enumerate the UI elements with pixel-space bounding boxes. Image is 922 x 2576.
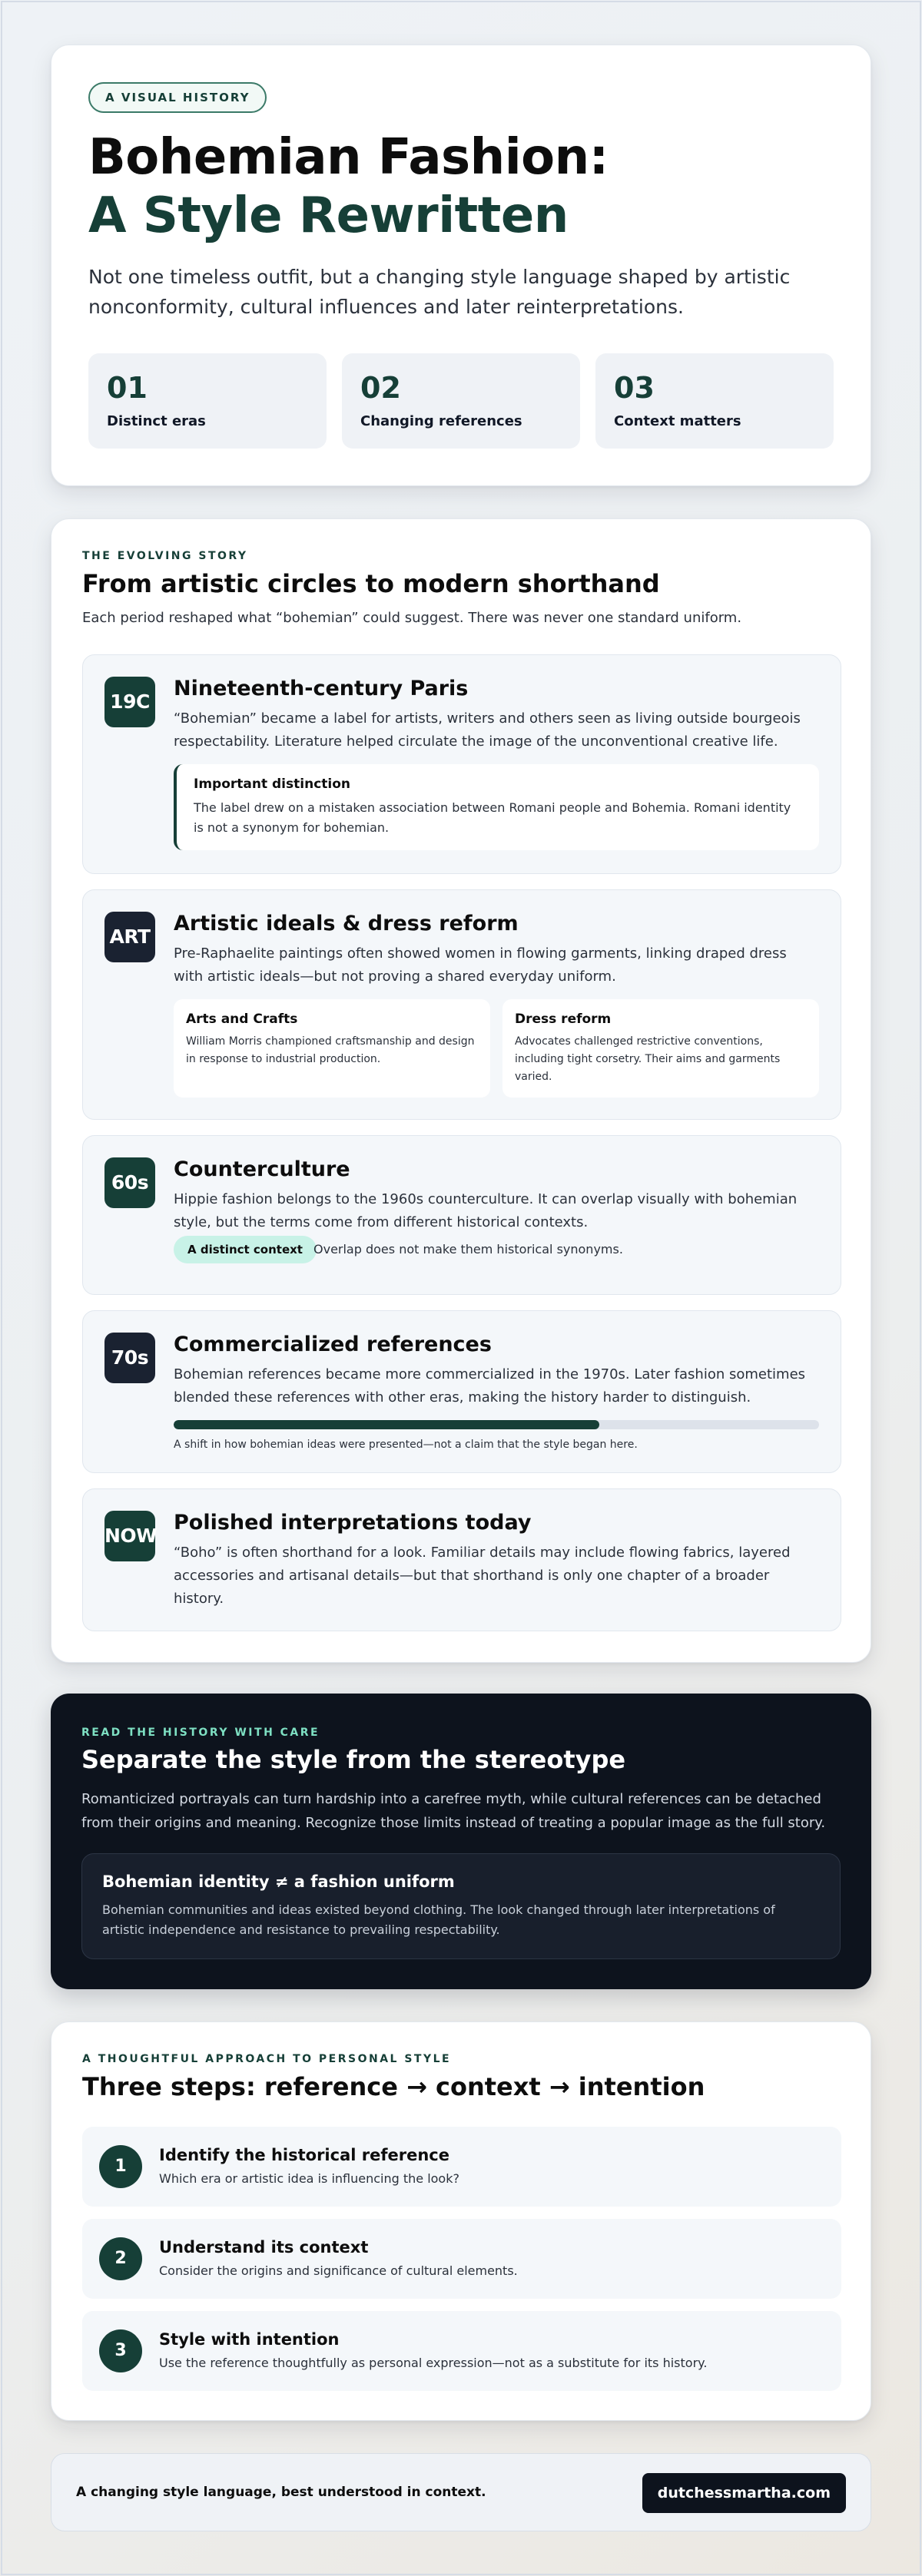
- website-link-button[interactable]: dutchessmartha.com: [642, 2473, 846, 2513]
- story-kicker: THE EVOLVING STORY: [82, 550, 248, 562]
- era-text: “Bohemian” became a label for artists, writers and others seen as living outside bourgeois respectability. Literature helped circulate the image of the unconventional creative life.: [174, 710, 801, 750]
- era-card-19c: [82, 654, 841, 874]
- hero-lead: Not one timeless outfit, but a changing style language shaped by artistic nonconformity, cultural influences and later reinterpretations.: [88, 266, 791, 318]
- era-card-70s: [82, 1310, 841, 1473]
- step-number: 2: [99, 2237, 142, 2280]
- step-title: Style with intention: [159, 2330, 340, 2349]
- steps-card: [51, 2021, 871, 2421]
- mini-title: Dress reform: [515, 1012, 612, 1027]
- step-text: Consider the origins and significance of cultural elements.: [159, 2263, 518, 2278]
- stat-label: Context matters: [614, 413, 741, 429]
- step-item: [82, 2127, 841, 2207]
- era-badge: 19C: [104, 677, 155, 727]
- tag-note: Overlap does not make them historical synonyms.: [313, 1242, 623, 1257]
- era-text: Pre-Raphaelite paintings often showed women in flowing garments, linking draped dress with artistic ideals—but not proving a shared everyday uniform.: [174, 945, 787, 985]
- mini-text: William Morris championed craftsmanship and design in response to industrial production.: [186, 1035, 475, 1065]
- stat-number: 01: [107, 371, 148, 405]
- stat-card: [595, 353, 834, 449]
- step-text: Use the reference thoughtfully as personal expression—not as a substitute for its history.: [159, 2356, 708, 2370]
- important-distinction-note: [174, 764, 819, 850]
- era-text: Bohemian references became more commercialized in the 1970s. Later fashion sometimes blended these references with other eras, making the history harder to distinguish.: [174, 1366, 806, 1406]
- note-title: Important distinction: [194, 776, 350, 792]
- story-card: [51, 518, 871, 1663]
- era-text: Hippie fashion belongs to the 1960s counterculture. It can overlap visually with bohemian style, but the terms come from different historical contexts.: [174, 1191, 798, 1230]
- commercialization-progress-track: [174, 1420, 819, 1429]
- page-title-line1: Bohemian Fashion:: [88, 129, 609, 186]
- identity-box: [81, 1853, 841, 1959]
- era-card-art: [82, 889, 841, 1120]
- era-card-now: [82, 1488, 841, 1631]
- era-badge: ART: [104, 912, 155, 962]
- steps-title: Three steps: reference → context → intention: [82, 2072, 705, 2101]
- mini-text: Advocates challenged restrictive conventions, including tight corsetry. Their aims and garments varied.: [515, 1035, 781, 1083]
- era-badge: 70s: [104, 1333, 155, 1383]
- dress-reform-card: [502, 999, 819, 1098]
- note-text: The label drew on a mistaken association between Romani people and Bohemia. Romani identity is not a synonym for bohemian.: [194, 800, 791, 835]
- commercialization-progress-fill: [174, 1420, 599, 1429]
- distinct-context-badge: A distinct context: [174, 1236, 317, 1263]
- care-title: Separate the style from the stereotype: [81, 1745, 626, 1774]
- page-title-line2: A Style Rewritten: [88, 187, 569, 244]
- story-title: From artistic circles to modern shorthand: [82, 569, 660, 598]
- step-item: [82, 2219, 841, 2299]
- mini-title: Arts and Crafts: [186, 1012, 298, 1027]
- era-text: “Boho” is often shorthand for a look. Familiar details may include flowing fabrics, layered accessories and artisanal details—but that shorthand is only one chapter of a broader history.: [174, 1545, 791, 1607]
- stat-number: 03: [614, 371, 655, 405]
- era-card-60s: [82, 1135, 841, 1295]
- step-item: [82, 2311, 841, 2391]
- step-number: 1: [99, 2145, 142, 2188]
- stat-label: Distinct eras: [107, 413, 206, 429]
- footer: [51, 2453, 871, 2531]
- stat-number: 02: [360, 371, 401, 405]
- stat-label: Changing references: [360, 413, 522, 429]
- care-card: [51, 1694, 871, 1989]
- care-kicker: READ THE HISTORY WITH CARE: [81, 1727, 320, 1739]
- page-title: [88, 128, 609, 245]
- step-title: Identify the historical reference: [159, 2146, 449, 2164]
- hero-card: [51, 45, 871, 486]
- progress-caption: A shift in how bohemian ideas were presented—not a claim that the style began here.: [174, 1439, 638, 1451]
- stat-card: [342, 353, 580, 449]
- era-title: Polished interpretations today: [174, 1511, 532, 1535]
- care-text: Romanticized portrayals can turn hardship into a carefree myth, while cultural references can be detached from their origins and meaning. Recognize those limits instead of treating a popular image as the full story.: [81, 1791, 826, 1831]
- era-title: Artistic ideals & dress reform: [174, 912, 519, 935]
- footer-tagline: A changing style language, best understood in context.: [76, 2485, 486, 2500]
- identity-box-title: Bohemian identity ≠ a fashion uniform: [102, 1872, 455, 1891]
- steps-kicker: A THOUGHTFUL APPROACH TO PERSONAL STYLE: [82, 2053, 452, 2065]
- step-title: Understand its context: [159, 2238, 369, 2256]
- era-badge: NOW: [104, 1511, 155, 1561]
- era-badge: 60s: [104, 1157, 155, 1208]
- hero-pill-label: A VISUAL HISTORY: [88, 82, 267, 113]
- era-title: Counterculture: [174, 1157, 350, 1181]
- step-text: Which era or artistic idea is influencing the look?: [159, 2171, 459, 2186]
- step-number: 3: [99, 2329, 142, 2372]
- identity-box-text: Bohemian communities and ideas existed beyond clothing. The look changed through later interpretations of artistic independence and resistance to prevailing respectability.: [102, 1902, 775, 1937]
- arts-and-crafts-card: [174, 999, 490, 1098]
- era-title: Commercialized references: [174, 1333, 492, 1356]
- story-subtitle: Each period reshaped what “bohemian” could suggest. There was never one standard uniform.: [82, 610, 742, 626]
- stat-card: [88, 353, 327, 449]
- era-title: Nineteenth-century Paris: [174, 677, 469, 700]
